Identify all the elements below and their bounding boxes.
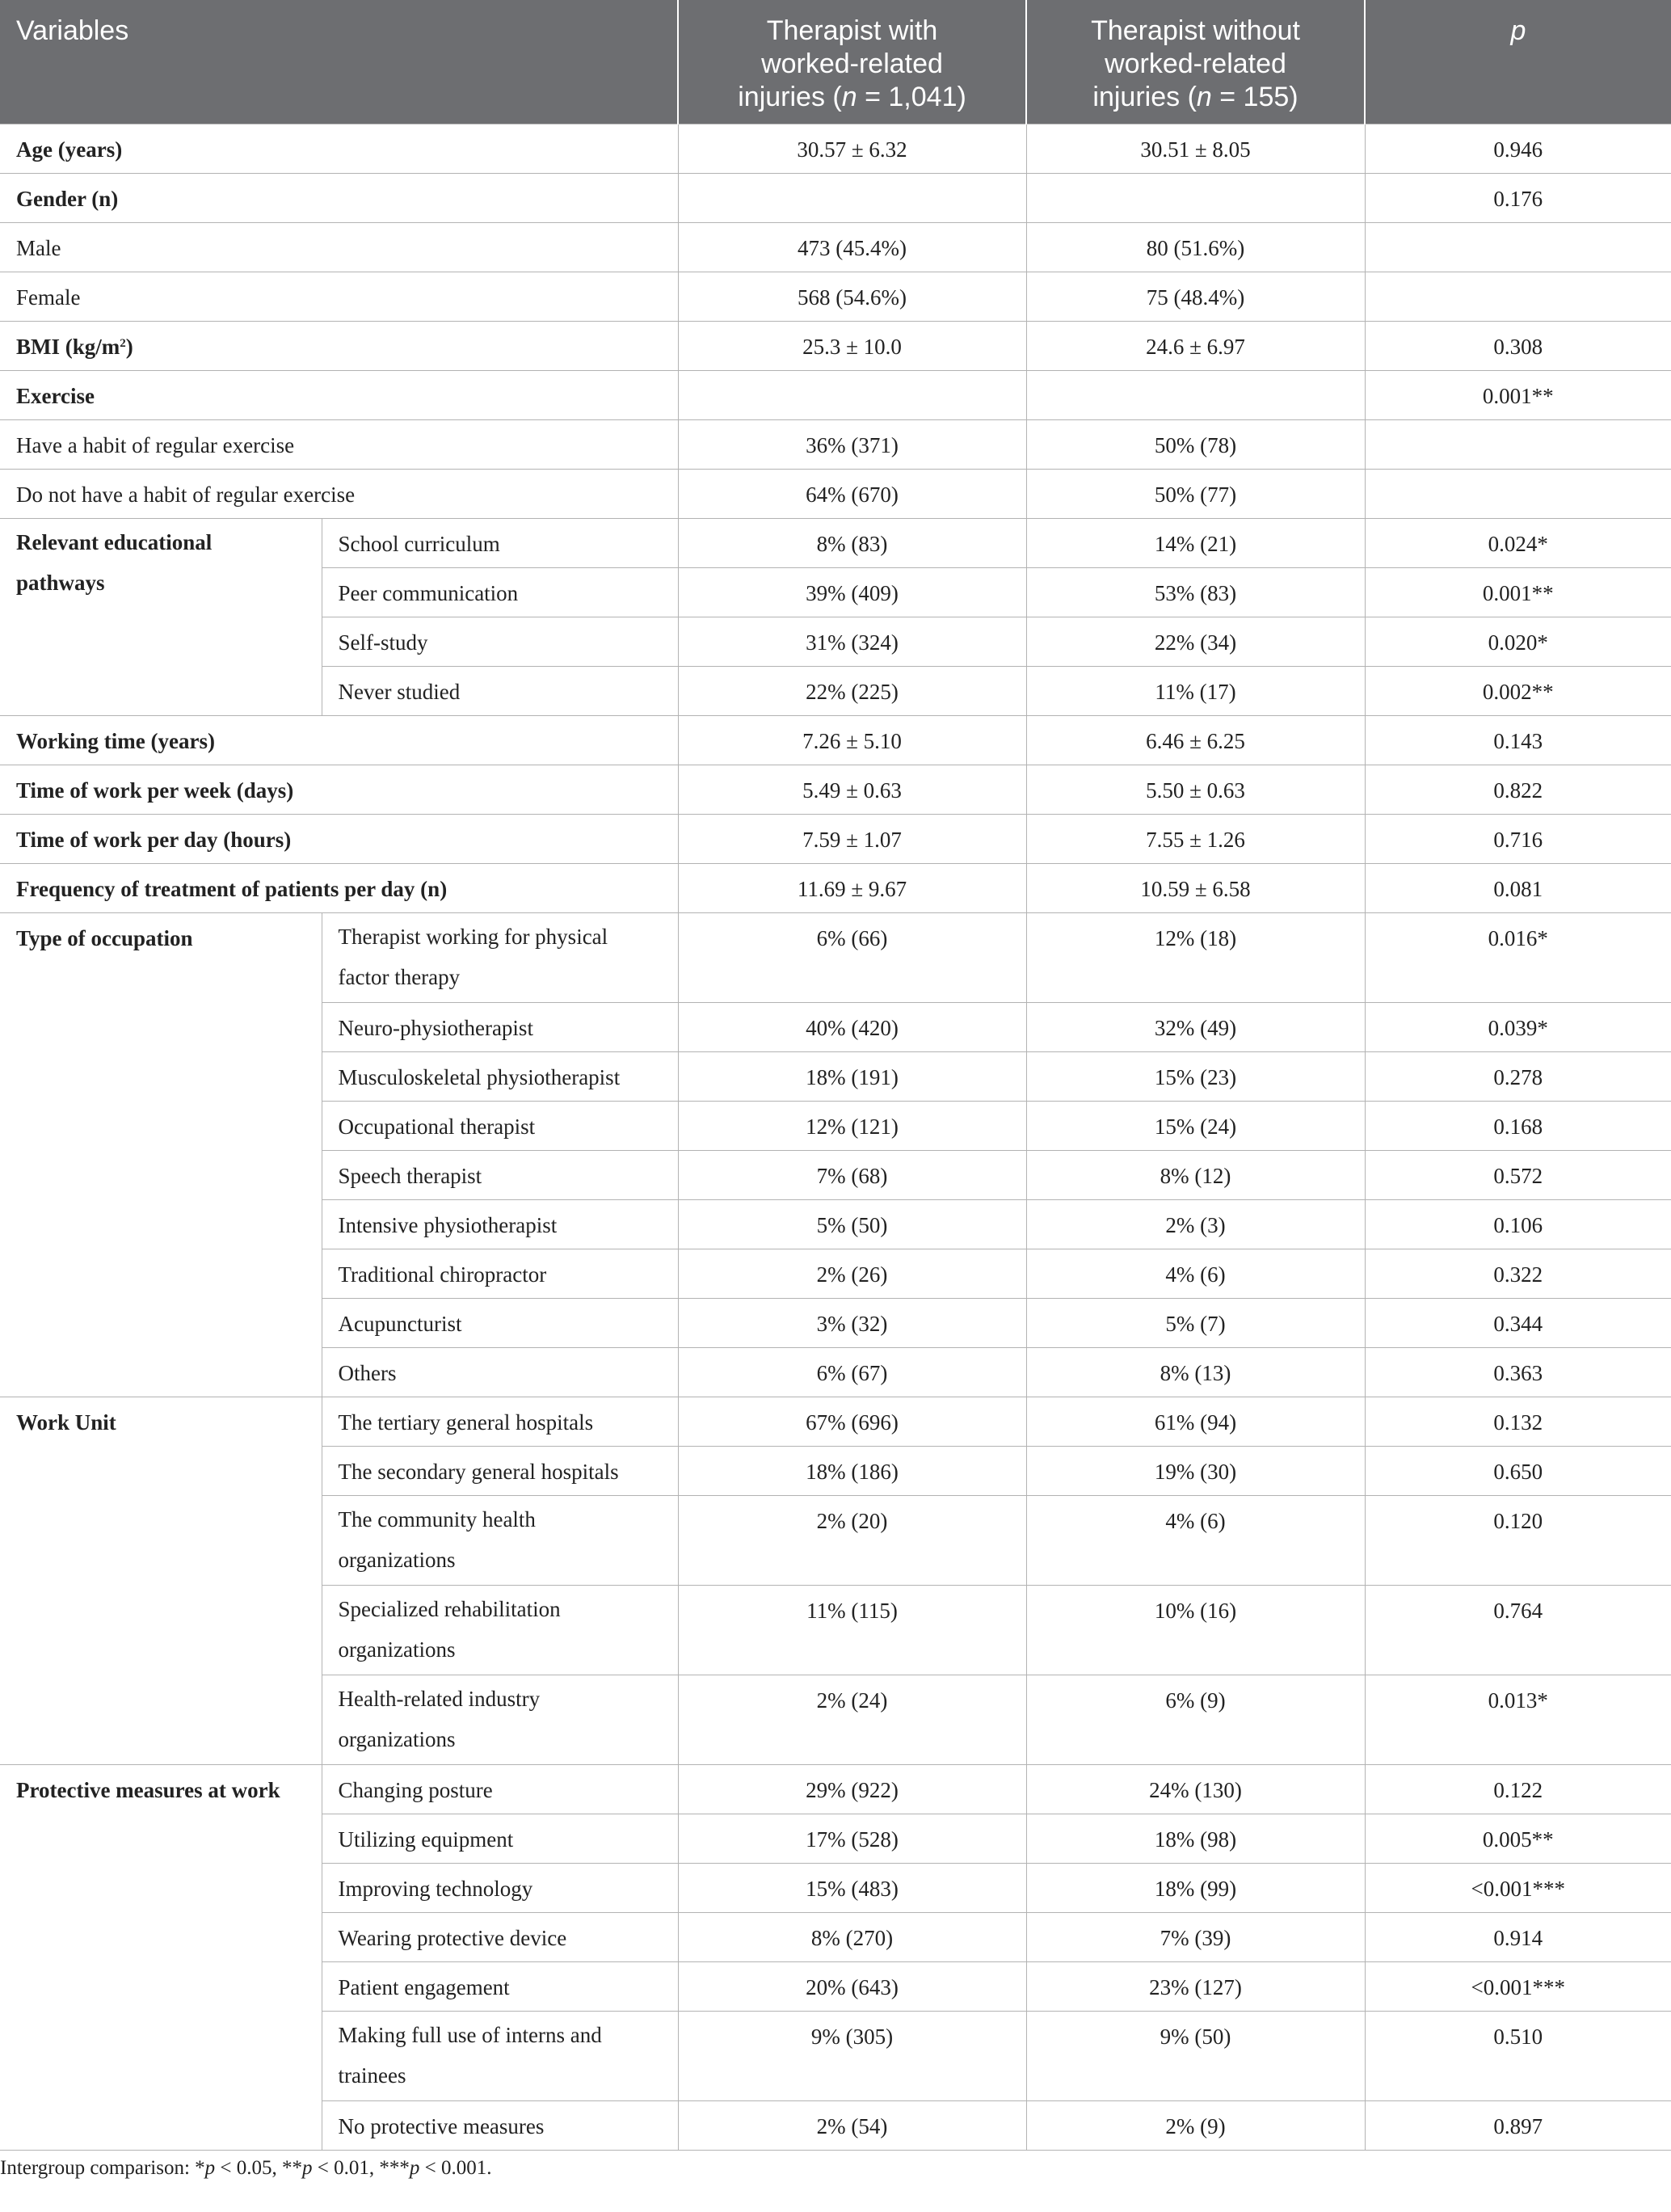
cell-p: 0.016* — [1365, 913, 1671, 1003]
cell-without: 7.55 ± 1.26 — [1026, 815, 1365, 864]
cell-with: 29% (922) — [678, 1765, 1026, 1814]
row-label: BMI $(kg/m^2)$ — [0, 322, 678, 371]
cell-p: 0.143 — [1365, 716, 1671, 765]
cell-with: 6% (66) — [678, 913, 1026, 1003]
sub-label: Health-related industry organizations — [322, 1675, 678, 1765]
table-row — [0, 519, 1671, 568]
row-label: Time of work per week (days) — [0, 765, 678, 815]
cell-without — [1026, 174, 1365, 223]
cell-p — [1365, 470, 1671, 519]
cell-with: 473 (45.4%) — [678, 223, 1026, 272]
cell-p: 0.946 — [1365, 124, 1671, 174]
sub-label: Patient engagement — [322, 1962, 678, 2012]
cell-with: 11% (115) — [678, 1586, 1026, 1675]
cell-with: 36% (371) — [678, 420, 1026, 470]
cell-without: 80 (51.6%) — [1026, 223, 1365, 272]
group-label-education: Relevant educational pathways — [0, 519, 322, 716]
row-label: Do not have a habit of regular exercise — [0, 470, 678, 519]
cell-without: 9% (50) — [1026, 2012, 1365, 2101]
row-label: Female — [0, 272, 678, 322]
cell-p: 0.363 — [1365, 1348, 1671, 1397]
table-row — [0, 223, 1671, 272]
sub-label: School curriculum — [322, 519, 678, 568]
cell-p — [1365, 420, 1671, 470]
header-variables: Variables — [0, 0, 678, 124]
cell-with: 7.26 ± 5.10 — [678, 716, 1026, 765]
cell-with: 8% (270) — [678, 1913, 1026, 1962]
cell-with: 568 (54.6%) — [678, 272, 1026, 322]
sub-label: Wearing protective device — [322, 1913, 678, 1962]
header-with-injuries: Therapist with worked-related injuries (n = 1,041) — [678, 0, 1026, 124]
cell-p: <0.001*** — [1365, 1962, 1671, 2012]
table-row — [0, 124, 1671, 174]
cell-with — [678, 174, 1026, 223]
sub-label: The tertiary general hospitals — [322, 1397, 678, 1447]
sub-label: Self-study — [322, 617, 678, 667]
cell-without: 7% (39) — [1026, 1913, 1365, 1962]
cell-p: 0.914 — [1365, 1913, 1671, 1962]
table-row — [0, 272, 1671, 322]
cell-p: 0.510 — [1365, 2012, 1671, 2101]
cell-without: 18% (98) — [1026, 1814, 1365, 1864]
cell-with: 40% (420) — [678, 1003, 1026, 1052]
cell-without — [1026, 371, 1365, 420]
cell-without: 6.46 ± 6.25 — [1026, 716, 1365, 765]
cell-p: 0.822 — [1365, 765, 1671, 815]
cell-p: 0.020* — [1365, 617, 1671, 667]
cell-without: 5% (7) — [1026, 1299, 1365, 1348]
sub-label: No protective measures — [322, 2101, 678, 2151]
cell-with: 2% (54) — [678, 2101, 1026, 2151]
cell-p: 0.650 — [1365, 1447, 1671, 1496]
cell-with: 22% (225) — [678, 667, 1026, 716]
sub-label: Others — [322, 1348, 678, 1397]
sub-label: Musculoskeletal physiotherapist — [322, 1052, 678, 1102]
cell-with: 18% (186) — [678, 1447, 1026, 1496]
cell-p: 0.176 — [1365, 174, 1671, 223]
row-label: Have a habit of regular exercise — [0, 420, 678, 470]
table-row — [0, 322, 1671, 371]
cell-with: 2% (20) — [678, 1496, 1026, 1586]
cell-with: 11.69 ± 9.67 — [678, 864, 1026, 913]
sub-label: Acupuncturist — [322, 1299, 678, 1348]
sub-label: The secondary general hospitals — [322, 1447, 678, 1496]
cell-p: 0.024* — [1365, 519, 1671, 568]
cell-p: 0.897 — [1365, 2101, 1671, 2151]
cell-p: 0.122 — [1365, 1765, 1671, 1814]
cell-p: 0.716 — [1365, 815, 1671, 864]
sub-label: Making full use of interns and trainees — [322, 2012, 678, 2101]
cell-with: 7% (68) — [678, 1151, 1026, 1200]
row-label: Age (years) — [0, 124, 678, 174]
cell-without: 4% (6) — [1026, 1496, 1365, 1586]
cell-without: 32% (49) — [1026, 1003, 1365, 1052]
cell-p: 0.081 — [1365, 864, 1671, 913]
cell-p: 0.002** — [1365, 667, 1671, 716]
table-footnote: Intergroup comparison: *p < 0.05, **p < 0.01, ***p < 0.001. — [0, 2157, 492, 2179]
cell-with: 3% (32) — [678, 1299, 1026, 1348]
table-header-row — [0, 0, 1671, 124]
cell-with: 12% (121) — [678, 1102, 1026, 1151]
cell-with — [678, 371, 1026, 420]
cell-with: 5% (50) — [678, 1200, 1026, 1249]
cell-without: 5.50 ± 0.63 — [1026, 765, 1365, 815]
cell-without: 10% (16) — [1026, 1586, 1365, 1675]
table-row — [0, 1765, 1671, 1814]
table-row — [0, 174, 1671, 223]
table-row — [0, 864, 1671, 913]
sub-label: Utilizing equipment — [322, 1814, 678, 1864]
cell-with: 8% (83) — [678, 519, 1026, 568]
table-row — [0, 1397, 1671, 1447]
sub-label: Intensive physiotherapist — [322, 1200, 678, 1249]
sub-label: Changing posture — [322, 1765, 678, 1814]
row-label: Working time (years) — [0, 716, 678, 765]
table-row — [0, 371, 1671, 420]
cell-p: 0.005** — [1365, 1814, 1671, 1864]
group-label-work-unit: Work Unit — [0, 1397, 322, 1765]
cell-p — [1365, 223, 1671, 272]
table-row — [0, 716, 1671, 765]
cell-without: 4% (6) — [1026, 1249, 1365, 1299]
sub-label: Never studied — [322, 667, 678, 716]
cell-with: 5.49 ± 0.63 — [678, 765, 1026, 815]
sub-label: Neuro-physiotherapist — [322, 1003, 678, 1052]
cell-with: 30.57 ± 6.32 — [678, 124, 1026, 174]
cell-p: 0.344 — [1365, 1299, 1671, 1348]
cell-without: 14% (21) — [1026, 519, 1365, 568]
sub-label: Therapist working for physical factor therapy — [322, 913, 678, 1003]
sub-label: The community health organizations — [322, 1496, 678, 1586]
cell-without: 50% (77) — [1026, 470, 1365, 519]
cell-with: 39% (409) — [678, 568, 1026, 617]
cell-p — [1365, 272, 1671, 322]
sub-label: Speech therapist — [322, 1151, 678, 1200]
cell-with: 18% (191) — [678, 1052, 1026, 1102]
row-label: Time of work per day (hours) — [0, 815, 678, 864]
table-row — [0, 815, 1671, 864]
cell-p: 0.001** — [1365, 371, 1671, 420]
cell-with: 17% (528) — [678, 1814, 1026, 1864]
cell-with: 2% (24) — [678, 1675, 1026, 1765]
cell-without: 50% (78) — [1026, 420, 1365, 470]
cell-with: 25.3 ± 10.0 — [678, 322, 1026, 371]
cell-p: 0.322 — [1365, 1249, 1671, 1299]
cell-p: 0.132 — [1365, 1397, 1671, 1447]
cell-with: 31% (324) — [678, 617, 1026, 667]
table-row — [0, 470, 1671, 519]
cell-with: 2% (26) — [678, 1249, 1026, 1299]
cell-with: 67% (696) — [678, 1397, 1026, 1447]
cell-with: 20% (643) — [678, 1962, 1026, 2012]
table-row — [0, 420, 1671, 470]
cell-with: 15% (483) — [678, 1864, 1026, 1913]
cell-without: 15% (24) — [1026, 1102, 1365, 1151]
cell-p: 0.168 — [1365, 1102, 1671, 1151]
cell-p: 0.120 — [1365, 1496, 1671, 1586]
cell-without: 12% (18) — [1026, 913, 1365, 1003]
cell-without: 61% (94) — [1026, 1397, 1365, 1447]
cell-with: 64% (670) — [678, 470, 1026, 519]
group-label-protective-measures: Protective measures at work — [0, 1765, 322, 2151]
cell-without: 18% (99) — [1026, 1864, 1365, 1913]
row-label: Gender (n) — [0, 174, 678, 223]
cell-without: 24.6 ± 6.97 — [1026, 322, 1365, 371]
header-without-injuries: Therapist without worked-related injuries (n = 155) — [1026, 0, 1365, 124]
cell-without: 11% (17) — [1026, 667, 1365, 716]
group-label-occupation: Type of occupation — [0, 913, 322, 1397]
cell-without: 8% (12) — [1026, 1151, 1365, 1200]
cell-without: 2% (3) — [1026, 1200, 1365, 1249]
cell-p: 0.013* — [1365, 1675, 1671, 1765]
cell-p: 0.572 — [1365, 1151, 1671, 1200]
cell-without: 24% (130) — [1026, 1765, 1365, 1814]
cell-p: 0.106 — [1365, 1200, 1671, 1249]
cell-p: 0.308 — [1365, 322, 1671, 371]
cell-without: 19% (30) — [1026, 1447, 1365, 1496]
cell-with: 6% (67) — [678, 1348, 1026, 1397]
cell-p: 0.039* — [1365, 1003, 1671, 1052]
cell-p: 0.001** — [1365, 568, 1671, 617]
sub-label: Peer communication — [322, 568, 678, 617]
cell-without: 8% (13) — [1026, 1348, 1365, 1397]
cell-with: 7.59 ± 1.07 — [678, 815, 1026, 864]
cell-without: 22% (34) — [1026, 617, 1365, 667]
cell-without: 15% (23) — [1026, 1052, 1365, 1102]
row-label: Exercise — [0, 371, 678, 420]
row-label: Frequency of treatment of patients per day (n) — [0, 864, 678, 913]
cell-p: 0.278 — [1365, 1052, 1671, 1102]
sub-label: Occupational therapist — [322, 1102, 678, 1151]
cell-without: 2% (9) — [1026, 2101, 1365, 2151]
cell-without: 10.59 ± 6.58 — [1026, 864, 1365, 913]
table-row — [0, 765, 1671, 815]
sub-label: Traditional chiropractor — [322, 1249, 678, 1299]
cell-without: 30.51 ± 8.05 — [1026, 124, 1365, 174]
sub-label: Specialized rehabilitation organizations — [322, 1586, 678, 1675]
cell-p: 0.764 — [1365, 1586, 1671, 1675]
cell-p: <0.001*** — [1365, 1864, 1671, 1913]
cell-without: 6% (9) — [1026, 1675, 1365, 1765]
cell-with: 9% (305) — [678, 2012, 1026, 2101]
row-label: Male — [0, 223, 678, 272]
sub-label: Improving technology — [322, 1864, 678, 1913]
cell-without: 75 (48.4%) — [1026, 272, 1365, 322]
cell-without: 53% (83) — [1026, 568, 1365, 617]
cell-without: 23% (127) — [1026, 1962, 1365, 2012]
table-row — [0, 913, 1671, 1003]
header-p-value: p — [1510, 15, 1526, 46]
